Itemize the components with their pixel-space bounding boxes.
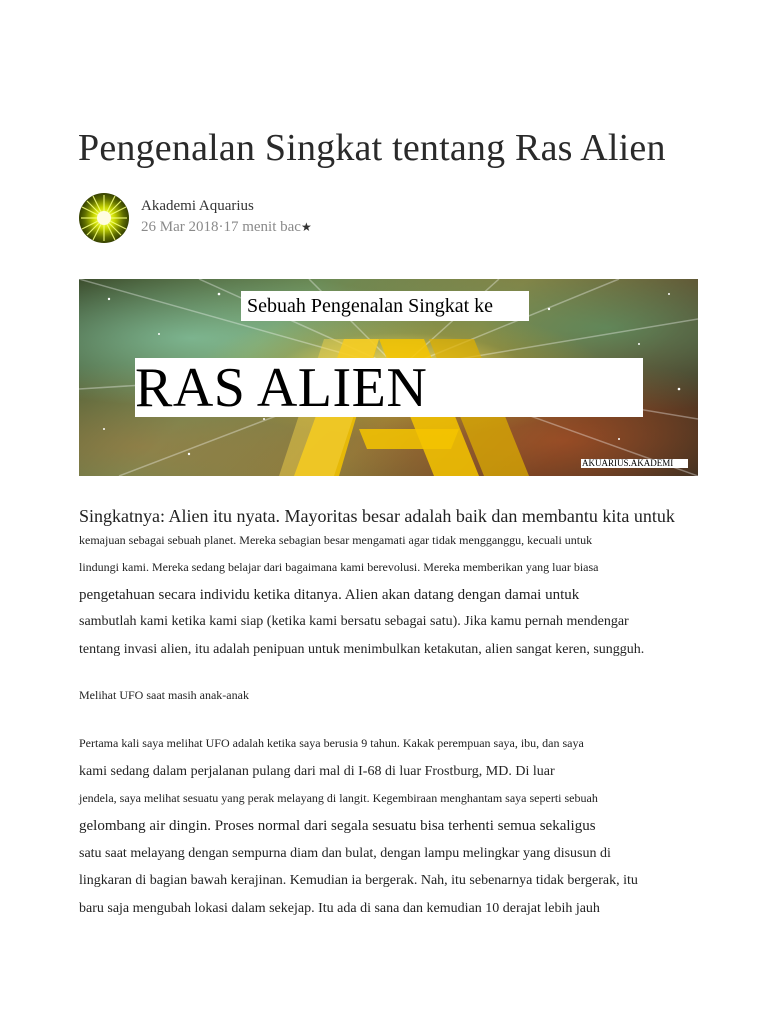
paragraph-line: Singkatnya: Alien itu nyata. Mayoritas besar adalah baik dan membantu kita untuk	[79, 506, 675, 526]
article-title: Pengenalan Singkat tentang Ras Alien	[78, 127, 666, 169]
paragraph-line: gelombang air dingin. Proses normal dari segala sesuatu bisa terhenti semua sekaligus	[79, 818, 596, 834]
hero-subtitle: Sebuah Pengenalan Singkat ke	[241, 291, 529, 321]
author-name[interactable]: Akademi Aquarius	[141, 198, 254, 214]
star-icon: ★	[300, 220, 312, 234]
author-avatar[interactable]	[79, 193, 129, 243]
hero-headline-box	[135, 358, 643, 417]
paragraph-line: jendela, saya melihat sesuatu yang perak melayang di langit. Kegembiraan menghantam saya seperti sebuah	[79, 791, 598, 805]
hero-watermark: AKUARIUS.AKADEMI	[581, 459, 688, 468]
paragraph-line: Pertama kali saya melihat UFO adalah ketika saya berusia 9 tahun. Kakak perempuan saya, ibu, dan saya	[79, 736, 584, 750]
paragraph-line: kami sedang dalam perjalanan pulang dari mal di I-68 di luar Frostburg, MD. Di luar	[79, 764, 555, 779]
hero-headline: RAS ALIEN	[135, 357, 428, 419]
hero-image	[79, 279, 698, 476]
paragraph-line: satu saat melayang dengan sempurna diam dan bulat, dengan lampu melingkar yang disusun di	[79, 846, 611, 861]
paragraph-line: baru saja mengubah lokasi dalam sekejap. Itu ada di sana dan kemudian 10 derajat lebih jauh	[79, 901, 600, 916]
article-meta	[141, 219, 312, 236]
paragraph-line: kemajuan sebagai sebuah planet. Mereka sebagian besar mengamati agar tidak mengganggu, kecuali untuk	[79, 533, 593, 547]
paragraph-line: lindungi kami. Mereka sedang belajar dari bagaimana kami berevolusi. Mereka memberikan yang luar biasa	[79, 560, 599, 574]
paragraph-line: tentang invasi alien, itu adalah penipuan untuk menimbulkan ketakutan, alien sangat keren, sungguh.	[79, 642, 645, 657]
paragraph-line: lingkaran di bagian bawah kerajinan. Kemudian ia bergerak. Nah, itu sebenarnya tidak bergerak, itu	[79, 873, 638, 888]
sunburst-icon	[79, 193, 129, 243]
paragraph-line: sambutlah kami ketika kami siap (ketika kami bersatu sebagai satu). Jika kamu pernah mendengar	[79, 614, 629, 629]
paragraph-line: pengetahuan secara individu ketika ditanya. Alien akan datang dengan damai untuk	[79, 587, 580, 603]
article-date-readtime: 26 Mar 2018·17 menit bac	[141, 219, 301, 235]
section-heading: Melihat UFO saat masih anak-anak	[79, 688, 249, 702]
